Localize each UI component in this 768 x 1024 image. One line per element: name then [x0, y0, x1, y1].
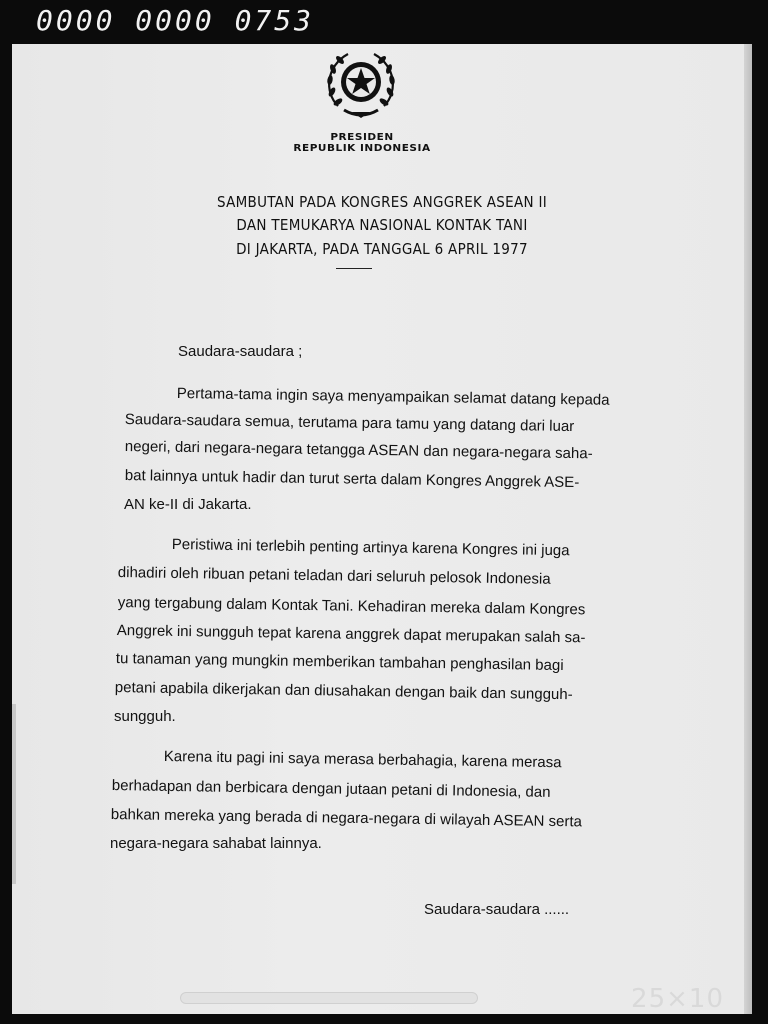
speech-title-line-3: DI JAKARTA, PADA TANGGAL 6 APRIL 1977: [236, 240, 528, 258]
paragraph-3-line: Karena itu pagi ini saya merasa berbahagia, karena merasa: [163, 748, 562, 772]
title-underline: [336, 268, 372, 269]
paragraph-2-line: sungguh.: [114, 708, 176, 725]
page-left-mark: [12, 704, 16, 884]
document-page: [12, 44, 752, 1024]
paragraph-2-line: tu tanaman yang mungkin memberikan tambahan penghasilan bagi: [115, 650, 564, 675]
office-line-republic: REPUBLIK INDONESIA: [293, 143, 431, 154]
paragraph-2-line: dihadiri oleh ribuan petani teladan dari seluruh pelosok Indonesia: [117, 564, 551, 588]
speech-title-line-1: SAMBUTAN PADA KONGRES ANGGREK ASEAN II: [216, 193, 548, 211]
paragraph-2-line: petani apabila dikerjakan dan diusahakan dengan baik dan sungguh-: [114, 679, 573, 704]
presidential-star-wreath-icon: [318, 46, 404, 124]
speech-title-line-2: DAN TEMUKARYA NASIONAL KONTAK TANI: [236, 216, 528, 234]
page-edge: [744, 44, 752, 1024]
film-smudge: [180, 992, 478, 1004]
paragraph-2-line: yang tergabung dalam Kontak Tani. Kehadiran mereka dalam Kongres: [117, 594, 586, 619]
film-border-right: [752, 0, 768, 1024]
closing-salutation: Saudara-saudara ......: [424, 901, 570, 918]
paragraph-3-line: bahkan mereka yang berada di negara-negara di wilayah ASEAN serta: [110, 806, 583, 831]
office-line-president: PRESIDEN: [330, 132, 394, 143]
film-frame-id: 0000 0000 0753: [36, 4, 315, 37]
paragraph-1-line: AN ke-II di Jakarta.: [124, 496, 252, 513]
paragraph-1-line: Pertama-tama ingin saya menyampaikan selamat datang kepada: [176, 385, 610, 409]
film-border-bottom: [0, 1014, 768, 1024]
paragraph-1-line: negeri, dari negara-negara tetangga ASEAN dan negara-negara saha-: [124, 438, 593, 463]
paragraph-3-line: negara-negara sahabat lainnya.: [110, 835, 322, 852]
frame-stamp: 25×10: [631, 984, 724, 1014]
paragraph-2-line: Anggrek ini sungguh tepat karena anggrek dapat merupakan salah sa-: [116, 622, 586, 647]
paragraph-1-line: bat lainnya untuk hadir dan turut serta dalam Kongres Anggrek ASE-: [124, 467, 580, 492]
salutation: Saudara-saudara ;: [178, 343, 303, 360]
paragraph-1-line: Saudara-saudara semua, terutama para tamu yang datang dari luar: [124, 411, 575, 436]
paragraph-2-line: Peristiwa ini terlebih penting artinya karena Kongres ini juga: [171, 536, 570, 560]
paragraph-3-line: berhadapan dan berbicara dengan jutaan petani di Indonesia, dan: [111, 777, 551, 801]
